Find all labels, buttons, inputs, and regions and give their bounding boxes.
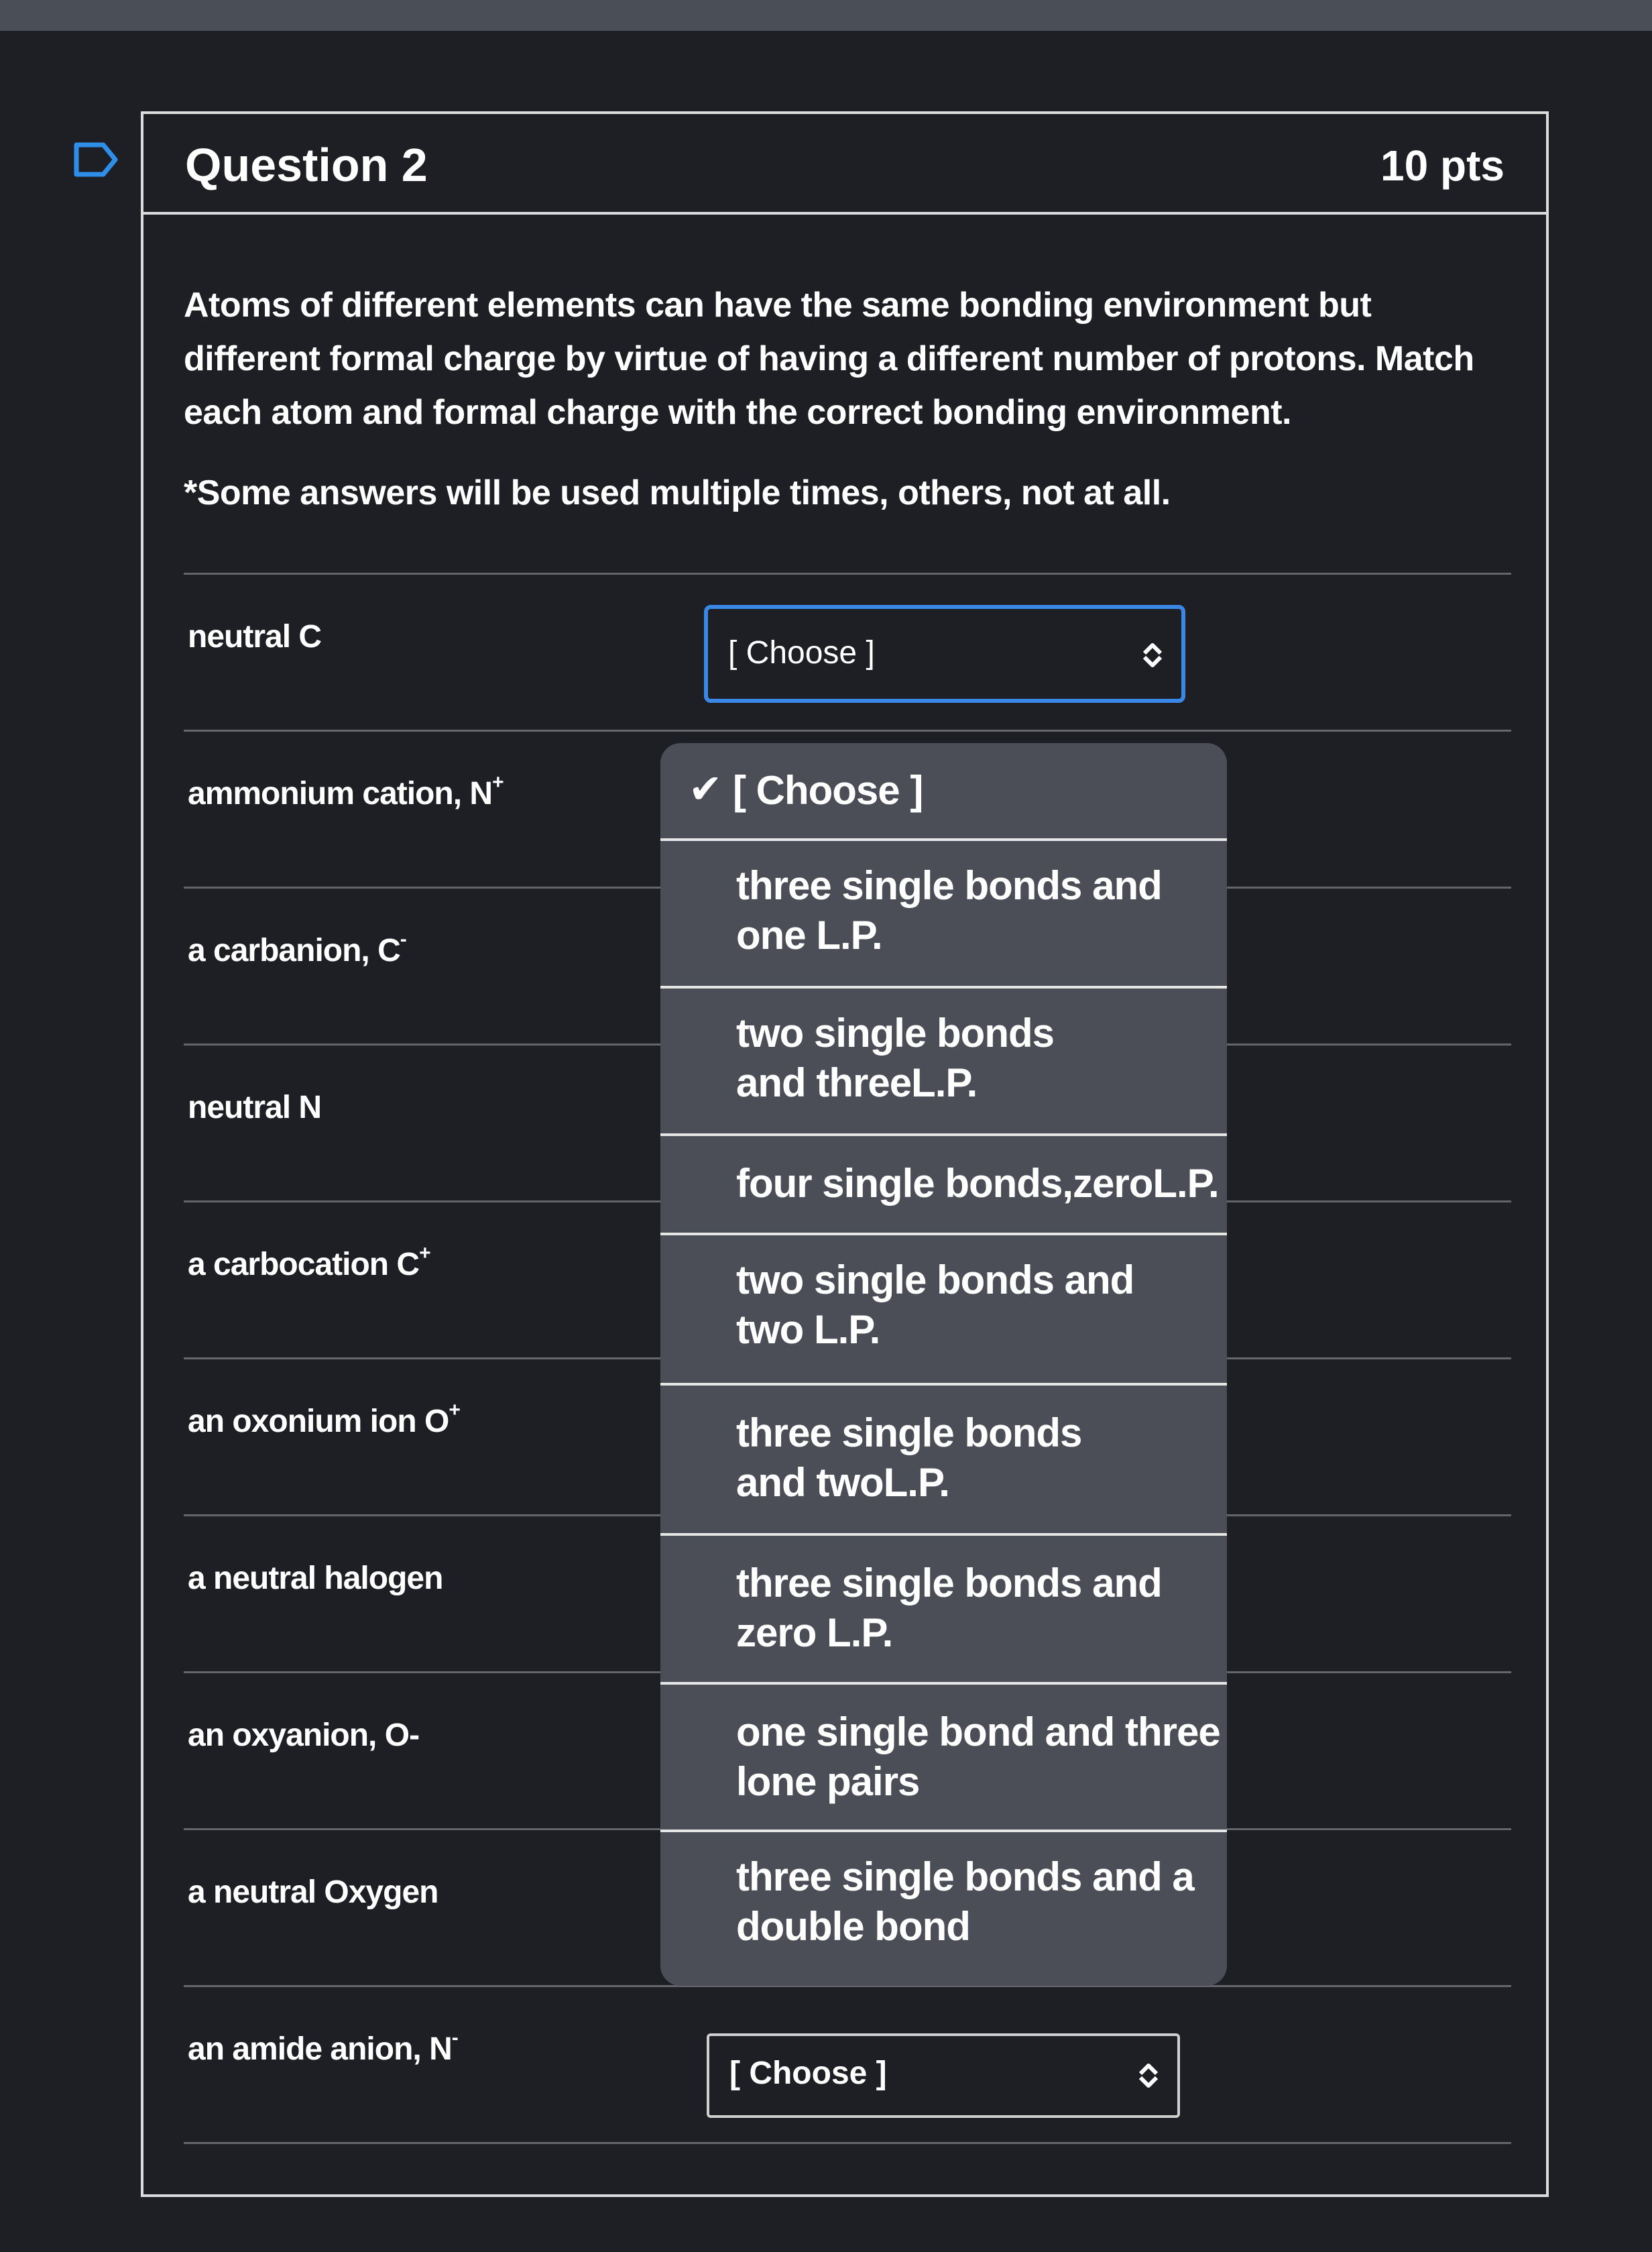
question-points: 10 pts xyxy=(1380,142,1504,190)
match-label-carbanion xyxy=(188,928,406,971)
dropdown-option-6[interactable] xyxy=(660,1536,1227,1682)
row-divider xyxy=(184,573,1511,575)
match-label-halogen xyxy=(188,1559,442,1599)
question-title: Question 2 xyxy=(185,139,428,191)
match-label-text: a neutral halogen xyxy=(188,1561,443,1596)
dropdown-option-label: three single bonds and xyxy=(736,863,1162,908)
match-label-amide xyxy=(188,2029,458,2070)
match-label-neutral-oxygen xyxy=(188,1872,438,1913)
match-label-ammonium xyxy=(188,771,504,814)
dropdown-option-label: two L.P. xyxy=(736,1307,880,1352)
match-label-text: ammonium cation, N xyxy=(188,776,493,811)
match-label-charge: - xyxy=(451,2027,458,2049)
question-header xyxy=(143,114,1546,215)
dropdown-option-3[interactable] xyxy=(660,1136,1227,1233)
select-value: [ Choose ] xyxy=(728,635,875,671)
dropdown-option-choose[interactable] xyxy=(660,743,1227,838)
match-label-oxyanion xyxy=(188,1715,419,1756)
dropdown-option-label: three single bonds and a xyxy=(736,1854,1194,1899)
dropdown-option-4[interactable] xyxy=(660,1235,1227,1383)
row-divider xyxy=(184,2142,1511,2144)
match-label-text: neutral N xyxy=(188,1090,322,1125)
dropdown-option-label: two single bonds xyxy=(736,1011,1054,1056)
dropdown-option-label: two single bonds and xyxy=(736,1257,1134,1302)
dropdown-option-8[interactable] xyxy=(660,1832,1227,1986)
answer-select-amide[interactable] xyxy=(707,2033,1180,2118)
select-arrows-icon xyxy=(1137,2060,1160,2091)
match-label-text: an oxyanion, O- xyxy=(188,1718,420,1753)
top-strip xyxy=(0,0,1652,31)
dropdown-option-label: one L.P. xyxy=(736,913,882,958)
match-label-charge: - xyxy=(400,928,406,950)
match-label-carbocation xyxy=(188,1242,430,1285)
dropdown-option-label: and twoL.P. xyxy=(736,1460,949,1505)
match-label-neutral-c xyxy=(188,617,321,657)
flag-question-icon[interactable] xyxy=(72,141,121,178)
question-prompt: Atoms of different elements can have the same bonding environment but different formal charge by virtue of having a different number of protons. Match each atom and formal charge with the correct bonding environment. xyxy=(184,286,1474,432)
dropdown-option-label: and threeL.P. xyxy=(736,1060,978,1105)
match-label-charge: + xyxy=(419,1242,430,1264)
dropdown-option-5[interactable] xyxy=(660,1386,1227,1533)
match-label-text: neutral C xyxy=(188,619,322,655)
dropdown-option-label: lone pairs xyxy=(736,1759,920,1804)
match-label-oxonium xyxy=(188,1399,460,1442)
dropdown-option-2[interactable] xyxy=(660,989,1227,1133)
dropdown-option-label: three single bonds and xyxy=(736,1561,1162,1606)
match-label-text: an amide anion, N xyxy=(188,2031,452,2067)
dropdown-option-label: [ Choose ] xyxy=(733,768,923,813)
dropdown-option-label: four single bonds,zeroL.P. xyxy=(736,1161,1219,1206)
dropdown-option-7[interactable] xyxy=(660,1685,1227,1829)
match-label-text: a carbocation C xyxy=(188,1247,420,1282)
checkmark-icon: ✔ xyxy=(689,767,723,811)
dropdown-option-1[interactable] xyxy=(660,841,1227,986)
dropdown-option-label: double bond xyxy=(736,1904,970,1949)
question-note: *Some answers will be used multiple times, others, not at all. xyxy=(184,473,1171,512)
dropdown-option-label: zero L.P. xyxy=(736,1610,893,1655)
row-divider xyxy=(184,730,1511,732)
answer-select-neutral-c[interactable] xyxy=(704,605,1185,703)
match-label-text: a neutral Oxygen xyxy=(188,1874,438,1910)
select-value: [ Choose ] xyxy=(729,2056,887,2091)
answer-dropdown-menu xyxy=(660,743,1227,1986)
dropdown-option-label: one single bond and three xyxy=(736,1709,1220,1754)
match-label-neutral-n xyxy=(188,1088,321,1128)
match-label-charge: + xyxy=(449,1399,460,1421)
match-label-charge: + xyxy=(492,771,504,793)
select-arrows-icon xyxy=(1141,640,1164,671)
match-label-text: an oxonium ion O xyxy=(188,1404,449,1439)
match-label-text: a carbanion, C xyxy=(188,933,400,968)
dropdown-option-label: three single bonds xyxy=(736,1410,1082,1455)
